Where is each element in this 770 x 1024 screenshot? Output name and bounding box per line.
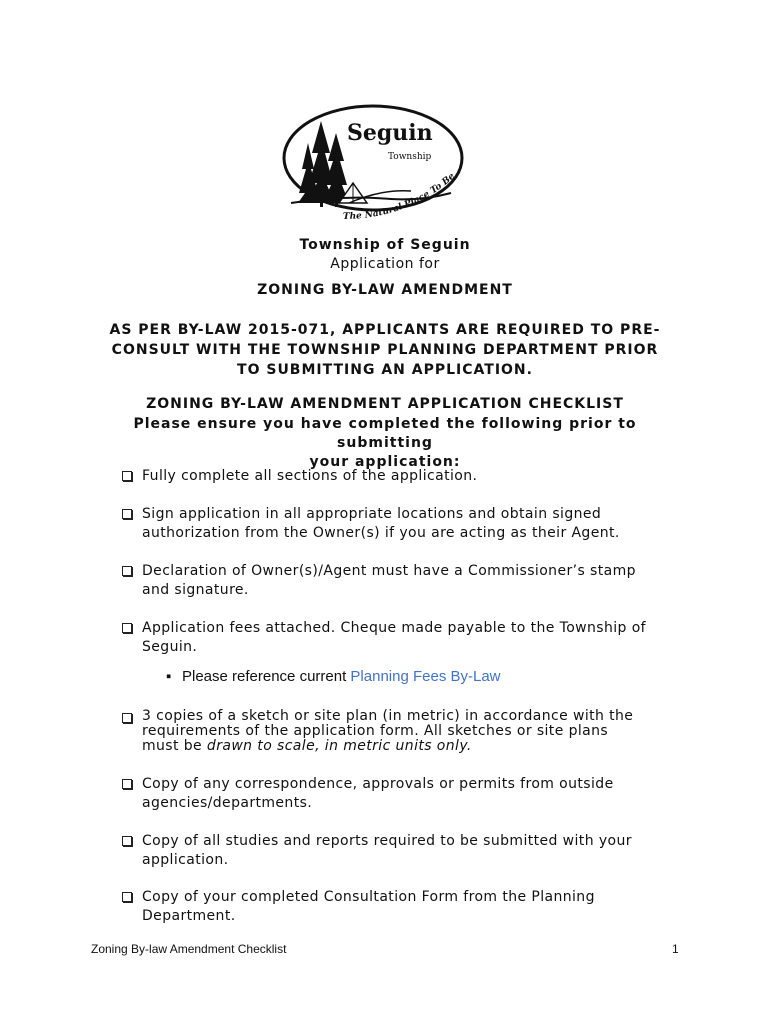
logo-subname: Township (388, 152, 432, 162)
item-line-1: Copy of all studies and reports required to be submitted with your (142, 833, 632, 849)
document-title: Township of Seguin (299, 237, 471, 253)
checklist-item-sign-application (122, 505, 682, 543)
notice-line-1: AS PER BY-LAW 2015-071, APPLICANTS ARE REQUIRED TO PRE- (109, 322, 661, 338)
seguin-township-logo (281, 103, 471, 229)
checkbox-icon[interactable] (122, 836, 132, 846)
checklist-item-correspondence (122, 775, 682, 813)
checkbox-icon[interactable] (122, 892, 132, 902)
item-line-2: authorization from the Owner(s) if you are acting as their Agent. (142, 525, 620, 541)
item-line-2: and signature. (142, 582, 249, 598)
item-line-1: 3 copies of a sketch or site plan (in metric) in accordance with the (142, 708, 634, 724)
checklist-title: ZONING BY-LAW AMENDMENT APPLICATION CHECKLIST (146, 396, 624, 412)
checkbox-icon[interactable] (122, 509, 132, 519)
checklist-item-fees (122, 619, 682, 657)
planning-fees-bylaw-link[interactable]: Planning Fees By-Law (350, 668, 501, 685)
fees-bylaw-note (166, 668, 501, 685)
footer-document-name: Zoning By-law Amendment Checklist (91, 942, 287, 956)
checkbox-icon[interactable] (122, 713, 132, 723)
checklist-item-studies (122, 832, 682, 870)
item-line-3: must be drawn to scale, in metric units only. (142, 738, 472, 754)
item-line-2: application. (142, 852, 229, 868)
notice-line-3: TO SUBMITTING AN APPLICATION. (237, 362, 533, 378)
checklist-item-declaration (122, 562, 682, 600)
checklist-item-site-plan (122, 709, 682, 754)
item-line-2: agencies/departments. (142, 795, 313, 811)
footer-page-number: 1 (672, 942, 679, 956)
item-line-2: Seguin. (142, 639, 198, 655)
checklist-instruction (90, 415, 680, 472)
item-line-1: Copy of your completed Consultation Form from the Planning (142, 889, 595, 905)
checkbox-icon[interactable] (122, 566, 132, 576)
notice-line-2: CONSULT WITH THE TOWNSHIP PLANNING DEPARTMENT PRIOR (111, 342, 659, 358)
logo-name: Seguin (347, 120, 433, 146)
item-line-1: Application fees attached. Cheque made payable to the Township of (142, 620, 646, 636)
square-bullet-icon: ▪ (166, 668, 172, 685)
item-line-2: requirements of the application form. All sketches or site plans (142, 723, 609, 739)
logo-tagline: The Natural Place To Be (342, 171, 458, 223)
fees-note-text: Please reference current (182, 668, 351, 685)
preconsult-notice (95, 320, 675, 380)
form-title: ZONING BY-LAW AMENDMENT (257, 282, 513, 298)
instruction-line-1: Please ensure you have completed the following prior to submitting (133, 416, 637, 451)
checklist-item-consultation-form (122, 888, 682, 926)
checkbox-icon[interactable] (122, 779, 132, 789)
instruction-line-2: your application: (309, 454, 461, 470)
checklist-item-complete-sections (122, 467, 682, 486)
item-line-2: Department. (142, 908, 236, 924)
document-subtitle: Application for (330, 256, 440, 272)
checkbox-icon[interactable] (122, 471, 132, 481)
item-line-1: Copy of any correspondence, approvals or permits from outside (142, 776, 614, 792)
item-line-1: Declaration of Owner(s)/Agent must have a Commissioner’s stamp (142, 563, 636, 579)
checkbox-icon[interactable] (122, 623, 132, 633)
item-line-1: Sign application in all appropriate locations and obtain signed (142, 506, 602, 522)
item-line-1: Fully complete all sections of the application. (142, 468, 478, 484)
